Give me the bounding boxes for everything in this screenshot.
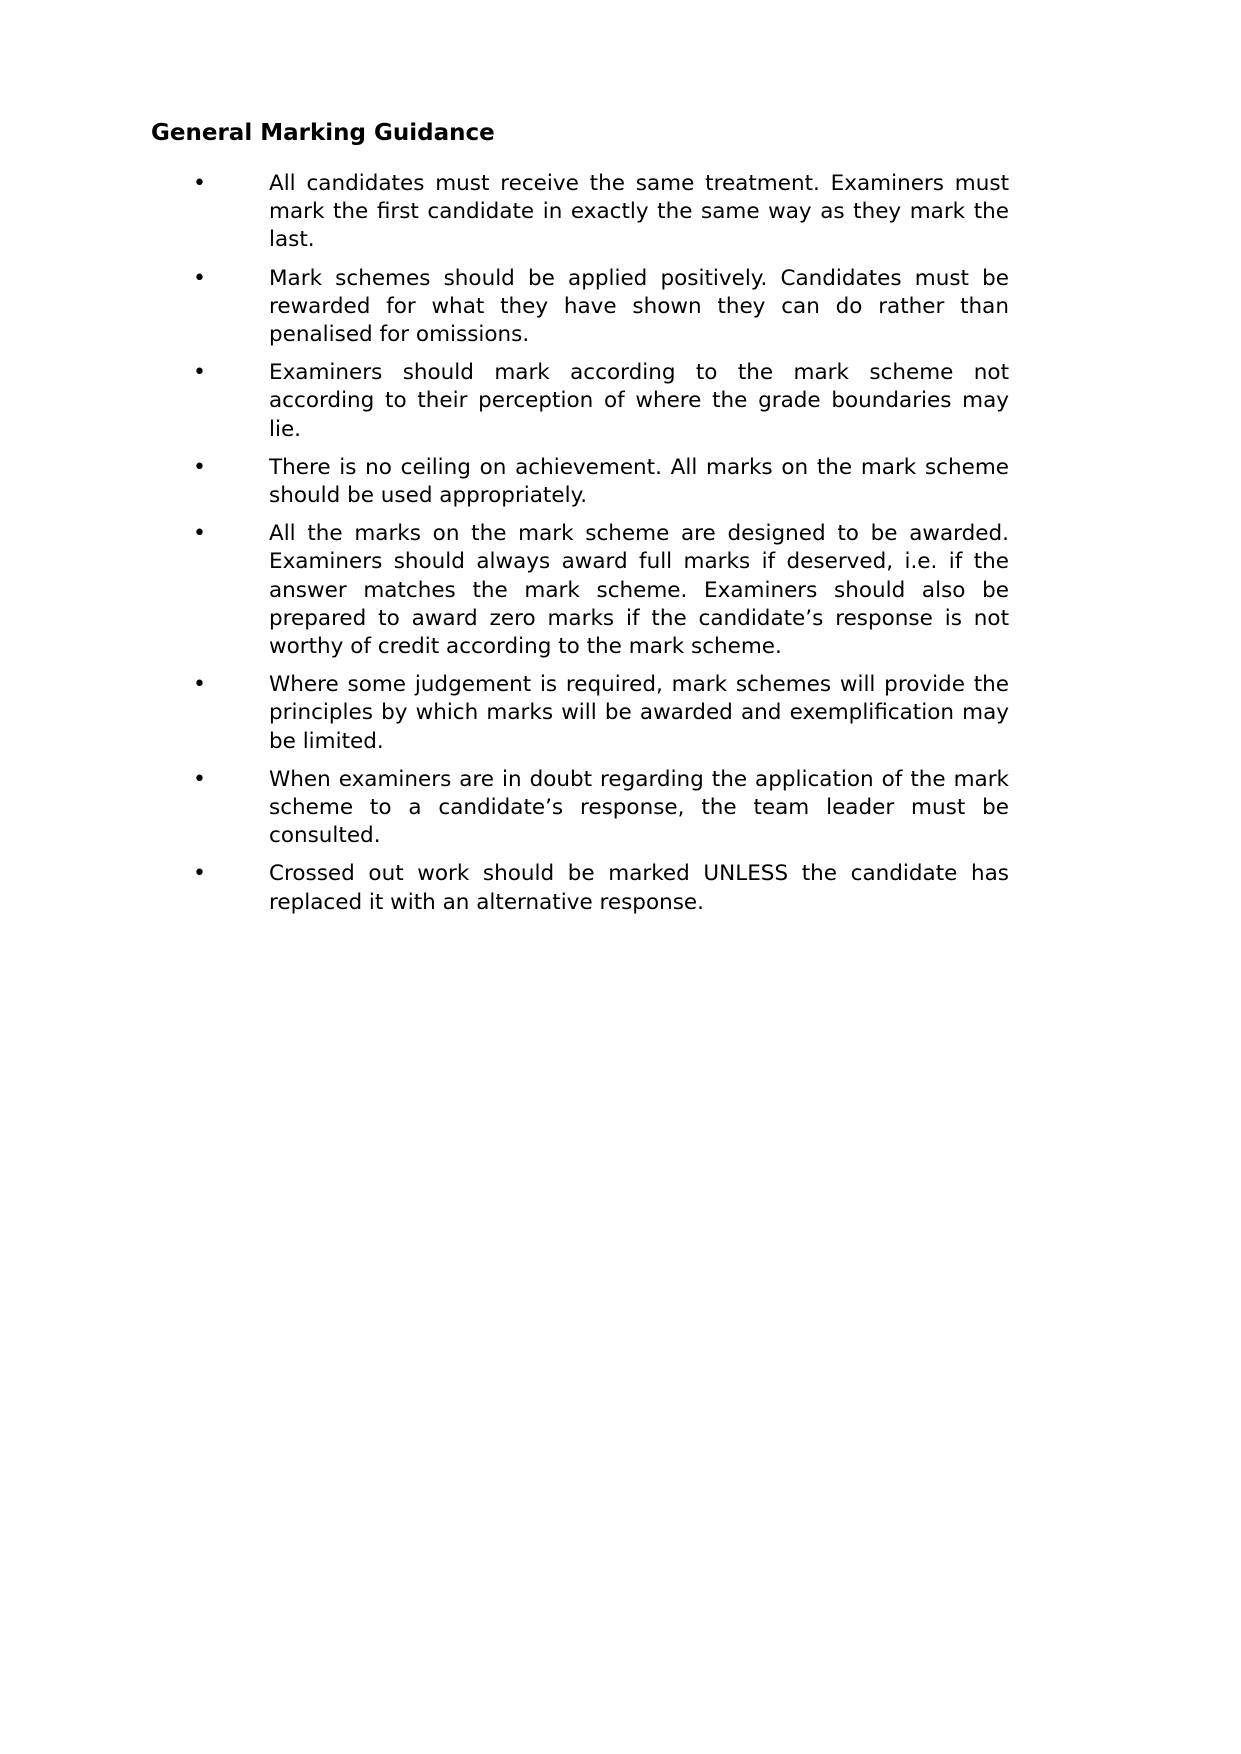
list-item: [0, 265, 1241, 350]
list-item-text: When examiners are in doubt regarding the application of the mark scheme to a candidate’s response, the team leader must be consulted.: [269, 766, 1009, 849]
list-item-text: Crossed out work should be marked UNLESS the candidate has replaced it with an alternative response.: [269, 861, 1009, 915]
bullet-icon: •: [193, 521, 206, 547]
list-item: [0, 766, 1241, 851]
list-item: [0, 520, 1241, 661]
list-item-text: Examiners should mark according to the mark scheme not according to their perception of where the grade boundaries may lie.: [269, 360, 1009, 442]
list-item-text: Where some judgement is required, mark schemes will provide the principles by which marks will be awarded and exemplification may be limited.: [269, 672, 1009, 754]
list-item: [0, 170, 1241, 255]
list-item-text: All the marks on the mark scheme are designed to be awarded. Examiners should always award full marks if deserved, i.e. if the answer matches the mark scheme. Examiners should also be prepared to award zero marks if the candidate’s response is not worthy of credit according to the mark scheme.: [269, 521, 1009, 660]
bullet-icon: •: [193, 171, 206, 196]
list-item-text: There is no ceiling on achievement. All marks on the mark scheme should be used appropriately.: [269, 454, 1009, 509]
guidance-list: [0, 170, 1241, 927]
bullet-icon: •: [193, 672, 206, 698]
list-item: [0, 359, 1241, 444]
list-item-text: Mark schemes should be applied positively. Candidates must be rewarded for what they have shown they can do rather than penalised for omissions.: [269, 265, 1009, 348]
list-item: [0, 860, 1241, 916]
bullet-icon: •: [193, 766, 206, 792]
bullet-icon: •: [193, 360, 206, 386]
bullet-icon: •: [193, 861, 206, 887]
list-item: [0, 671, 1241, 756]
bullet-icon: •: [193, 265, 206, 291]
list-item: [0, 454, 1241, 510]
page-title: General Marking Guidance: [151, 120, 495, 146]
list-item-text: All candidates must receive the same treatment. Examiners must mark the first candidate in exactly the same way as they mark the last.: [269, 171, 1009, 253]
bullet-icon: •: [193, 454, 206, 480]
